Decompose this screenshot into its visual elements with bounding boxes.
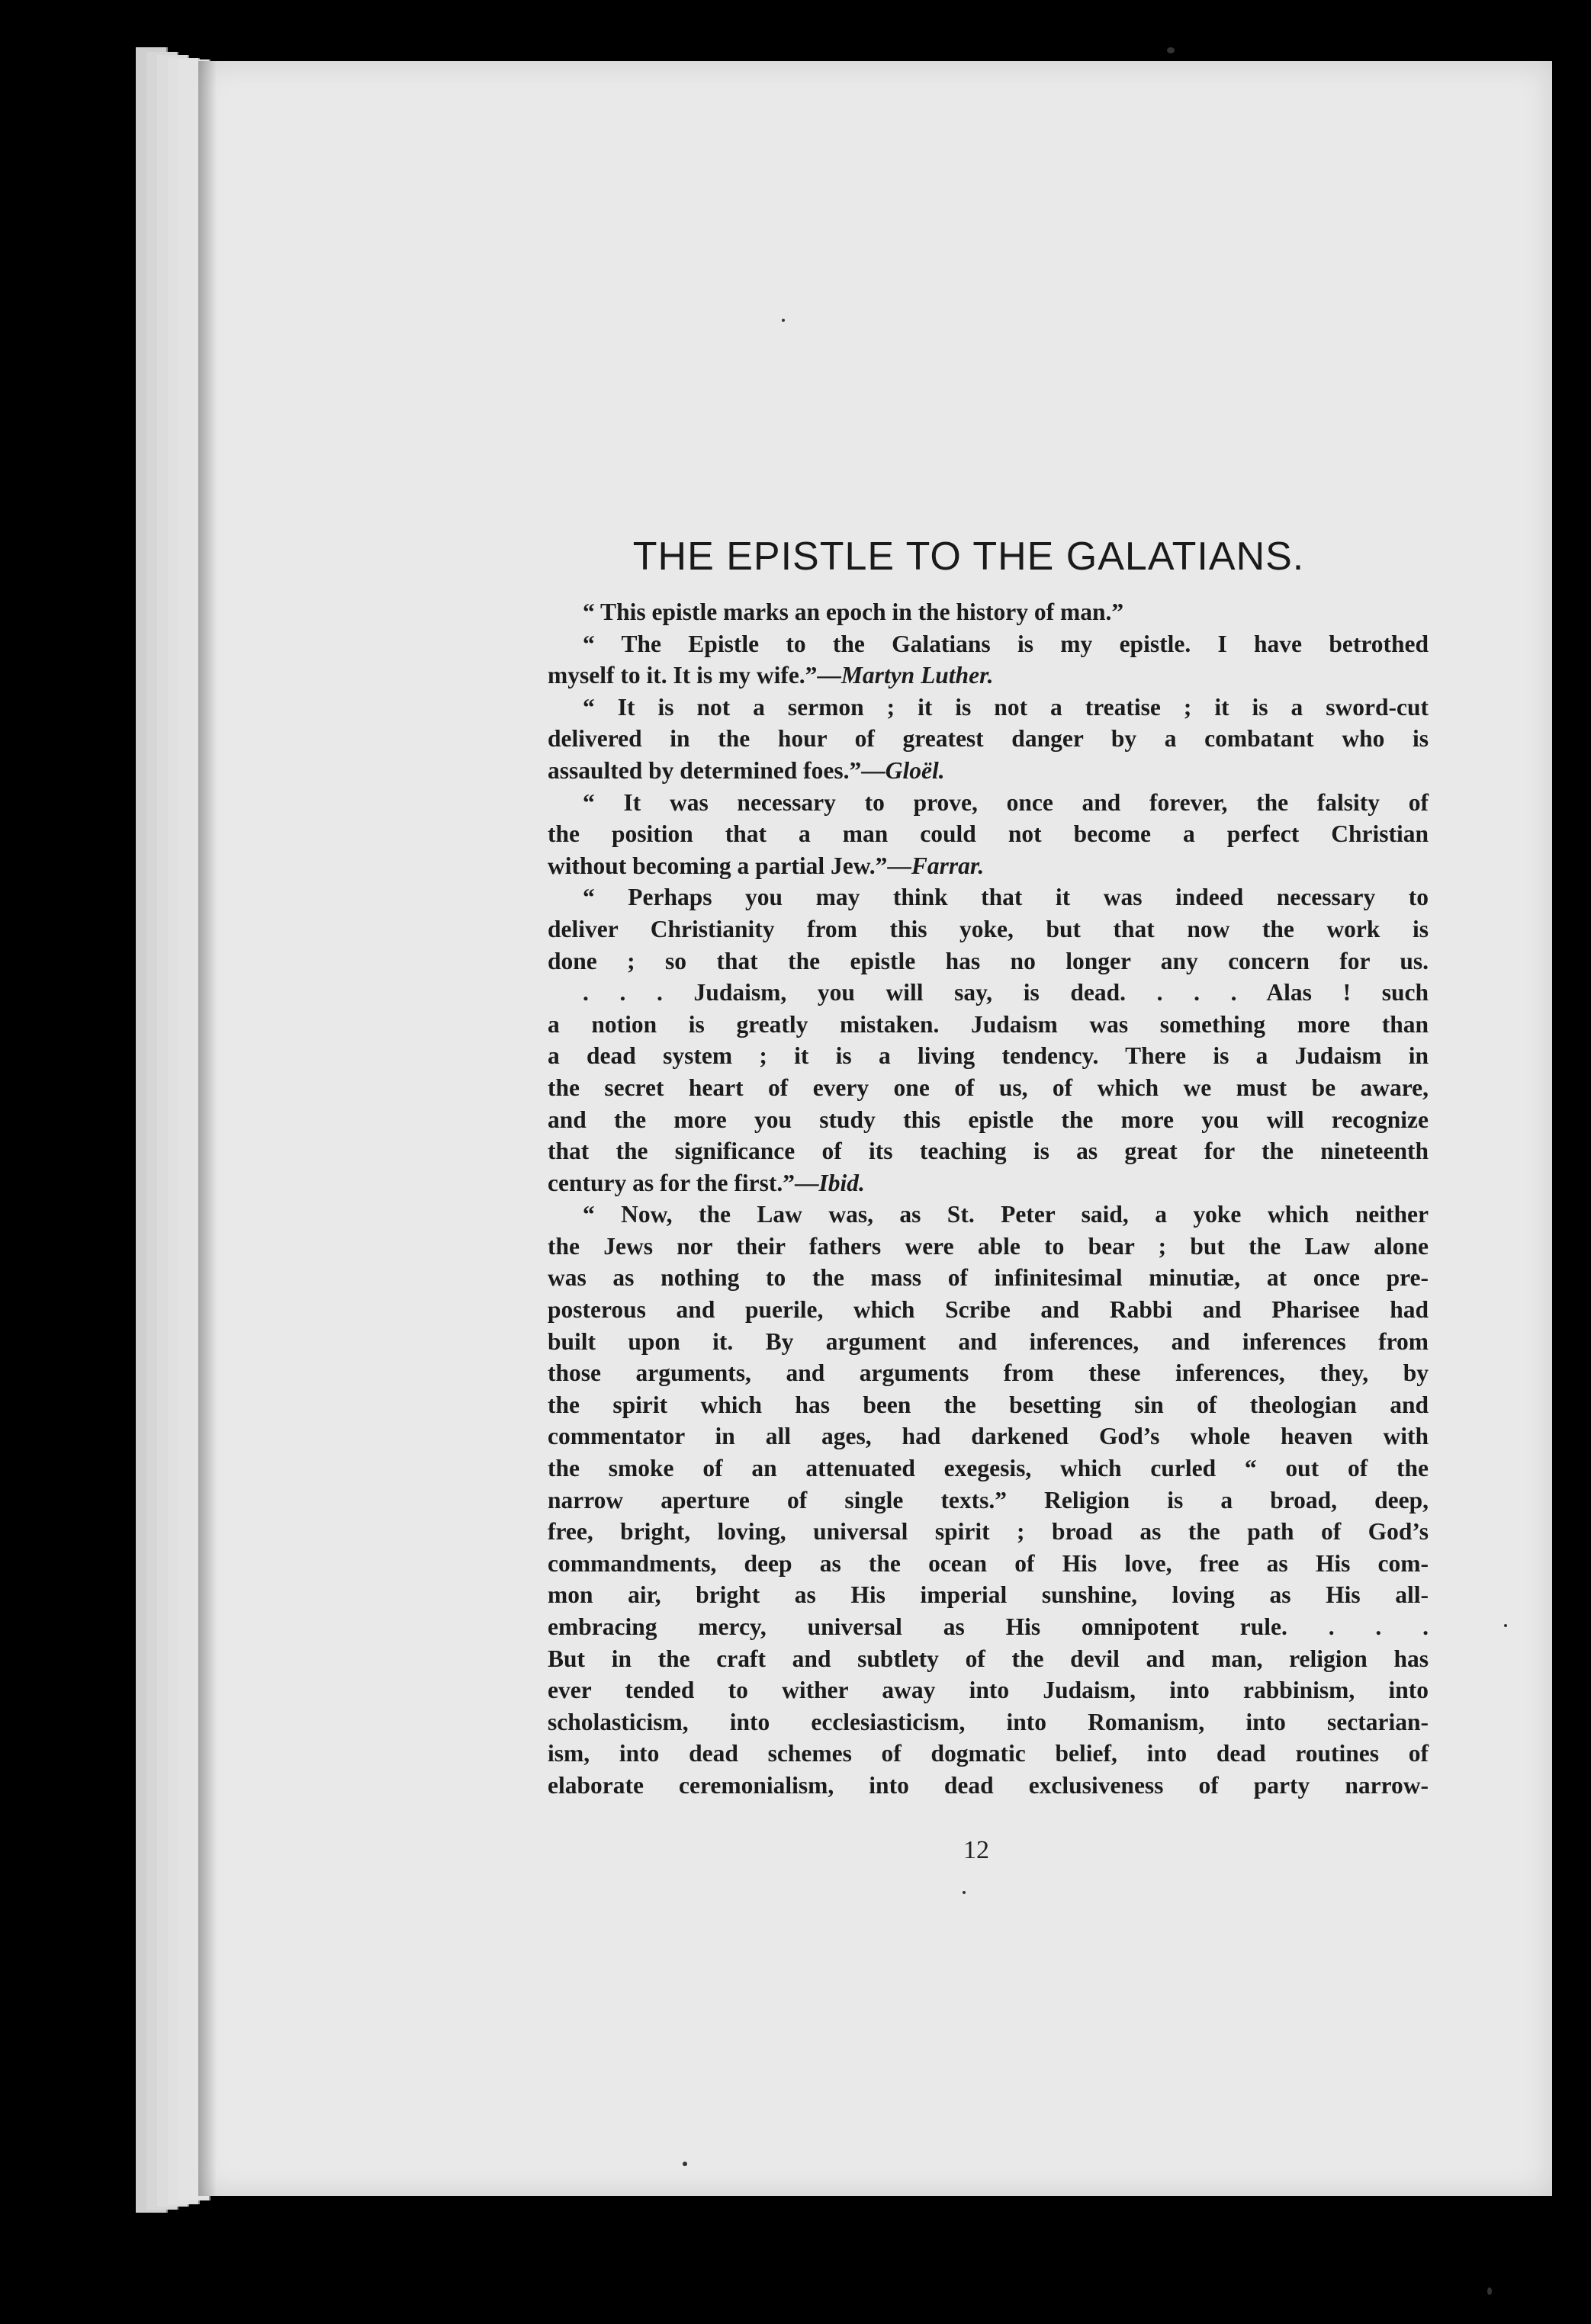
text-line bbox=[548, 881, 1429, 913]
text-line-content: a notion is greatly mistaken. Judaism was something more than bbox=[548, 1010, 1429, 1038]
text-line-content: “ It is not a sermon ; it is not a treatise ; it is a sword-cut bbox=[583, 693, 1429, 721]
text-line-content: “ Perhaps you may think that it was indeed necessary to bbox=[583, 884, 1429, 911]
text-line bbox=[548, 1738, 1429, 1770]
text-line bbox=[548, 1579, 1429, 1611]
text-line-content: embracing mercy, universal as His omnipotent rule. . . . bbox=[548, 1613, 1429, 1640]
text-line bbox=[548, 628, 1429, 660]
text-line bbox=[548, 1674, 1429, 1706]
text-line bbox=[548, 723, 1429, 755]
text-line bbox=[548, 1516, 1429, 1548]
text-line bbox=[548, 1104, 1429, 1136]
text-line-content: without becoming a partial Jew.”— bbox=[548, 852, 911, 879]
text-line bbox=[548, 1485, 1429, 1517]
scan-speck bbox=[782, 319, 785, 322]
body-text bbox=[548, 596, 1429, 1802]
text-line bbox=[548, 1167, 1429, 1199]
text-line-content: “ It was necessary to prove, once and forever, the falsity of bbox=[583, 788, 1429, 816]
text-line-content: “ This epistle marks an epoch in the history of man.” bbox=[583, 599, 1124, 625]
text-line-content: built upon it. By argument and inferences, and inferences from bbox=[548, 1327, 1429, 1355]
text-line-content: mon air, bright as His imperial sunshine, loving as His all- bbox=[548, 1581, 1429, 1609]
text-line bbox=[548, 1420, 1429, 1452]
text-line bbox=[548, 787, 1429, 819]
text-line bbox=[548, 1452, 1429, 1485]
text-line-content: scholasticism, into ecclesiasticism, into Romanism, into sectarian- bbox=[548, 1708, 1429, 1735]
text-line bbox=[548, 1040, 1429, 1072]
text-line bbox=[548, 1770, 1429, 1802]
text-line bbox=[548, 1262, 1429, 1294]
text-line-content: narrow aperture of single texts.” Religion is a broad, deep, bbox=[548, 1486, 1429, 1513]
text-line bbox=[548, 1357, 1429, 1389]
text-line-content: delivered in the hour of greatest danger by a combatant who is bbox=[548, 725, 1429, 753]
text-line-content: assaulted by determined foes.”— bbox=[548, 756, 885, 784]
text-line bbox=[548, 1135, 1429, 1167]
citation: Martyn Luther. bbox=[840, 662, 994, 689]
text-line bbox=[548, 1611, 1429, 1643]
text-line-content: done ; so that the epistle has no longer any concern for us. bbox=[548, 947, 1429, 974]
text-line bbox=[548, 660, 1429, 692]
text-line bbox=[548, 596, 1429, 628]
text-line-content: a dead system ; it is a living tendency. There is a Judaism in bbox=[548, 1042, 1429, 1070]
text-line-content: commandments, deep as the ocean of His love, free as His com- bbox=[548, 1549, 1429, 1577]
text-line bbox=[548, 1294, 1429, 1326]
scan-speck bbox=[1504, 1624, 1507, 1627]
text-line bbox=[548, 1009, 1429, 1041]
citation: Gloël. bbox=[885, 756, 945, 784]
text-line bbox=[548, 1231, 1429, 1263]
page-fold-shadow bbox=[198, 61, 217, 2196]
text-line bbox=[548, 1389, 1429, 1421]
text-line-content: “ The Epistle to the Galatians is my epistle. I have betrothed bbox=[583, 630, 1429, 657]
scan-speck bbox=[683, 2162, 687, 2166]
text-line-content: the smoke of an attenuated exegesis, which curled “ out of the bbox=[548, 1455, 1429, 1482]
text-line bbox=[548, 1199, 1429, 1231]
text-line bbox=[548, 1548, 1429, 1580]
text-line-content: . . . Judaism, you will say, is dead. . . . Alas ! such bbox=[583, 979, 1429, 1006]
text-line-content: the spirit which has been the besetting sin of theologian and bbox=[548, 1391, 1429, 1418]
text-line bbox=[548, 1643, 1429, 1675]
text-line bbox=[548, 977, 1429, 1009]
text-line-content: posterous and puerile, which Scribe and Rabbi and Pharisee had bbox=[548, 1296, 1429, 1324]
text-line-content: ism, into dead schemes of dogmatic belief, into dead routines of bbox=[548, 1740, 1429, 1767]
text-line-content: the secret heart of every one of us, of which we must be aware, bbox=[548, 1074, 1429, 1101]
text-line bbox=[548, 1072, 1429, 1104]
text-line-content: commentator in all ages, had darkened God’s whole heaven with bbox=[548, 1423, 1429, 1450]
text-line-content: the position that a man could not become a perfect Christian bbox=[548, 820, 1429, 848]
text-line-content: myself to it. It is my wife.”— bbox=[548, 662, 841, 689]
text-line bbox=[548, 913, 1429, 945]
text-line-content: “ Now, the Law was, as St. Peter said, a yoke which neither bbox=[583, 1201, 1429, 1228]
text-line-content: free, bright, loving, universal spirit ; broad as the path of God’s bbox=[548, 1518, 1429, 1546]
text-line bbox=[548, 818, 1429, 850]
page-title: THE EPISTLE TO THE GALATIANS. bbox=[632, 534, 1305, 579]
text-line-content: and the more you study this epistle the more you will recognize bbox=[548, 1106, 1429, 1133]
citation: Ibid. bbox=[818, 1169, 865, 1196]
citation: Farrar. bbox=[911, 852, 985, 879]
text-line-content: that the significance of its teaching is as great for the nineteenth bbox=[548, 1138, 1429, 1165]
text-line bbox=[548, 850, 1429, 882]
text-line-content: those arguments, and arguments from these inferences, they, by bbox=[548, 1359, 1429, 1387]
text-line bbox=[548, 692, 1429, 724]
text-line-content: century as for the first.”— bbox=[548, 1169, 819, 1196]
page-number: 12 bbox=[963, 1836, 989, 1864]
text-line-content: was as nothing to the mass of infinitesimal minutiæ, at once pre- bbox=[548, 1264, 1429, 1292]
text-line bbox=[548, 945, 1429, 977]
scan-speck bbox=[1487, 2287, 1492, 2295]
scan-speck bbox=[963, 1891, 966, 1894]
text-line-content: the Jews nor their fathers were able to bear ; but the Law alone bbox=[548, 1232, 1429, 1260]
scan-speck bbox=[1167, 47, 1175, 53]
text-line-content: deliver Christianity from this yoke, but that now the work is bbox=[548, 915, 1429, 942]
text-line bbox=[548, 1326, 1429, 1358]
text-line bbox=[548, 1706, 1429, 1738]
text-line-content: But in the craft and subtlety of the devil and man, religion has bbox=[548, 1645, 1429, 1672]
text-line-content: elaborate ceremonialism, into dead exclusiveness of party narrow- bbox=[548, 1771, 1429, 1799]
text-line-content: ever tended to wither away into Judaism, into rabbinism, into bbox=[548, 1677, 1429, 1704]
text-line bbox=[548, 755, 1429, 787]
